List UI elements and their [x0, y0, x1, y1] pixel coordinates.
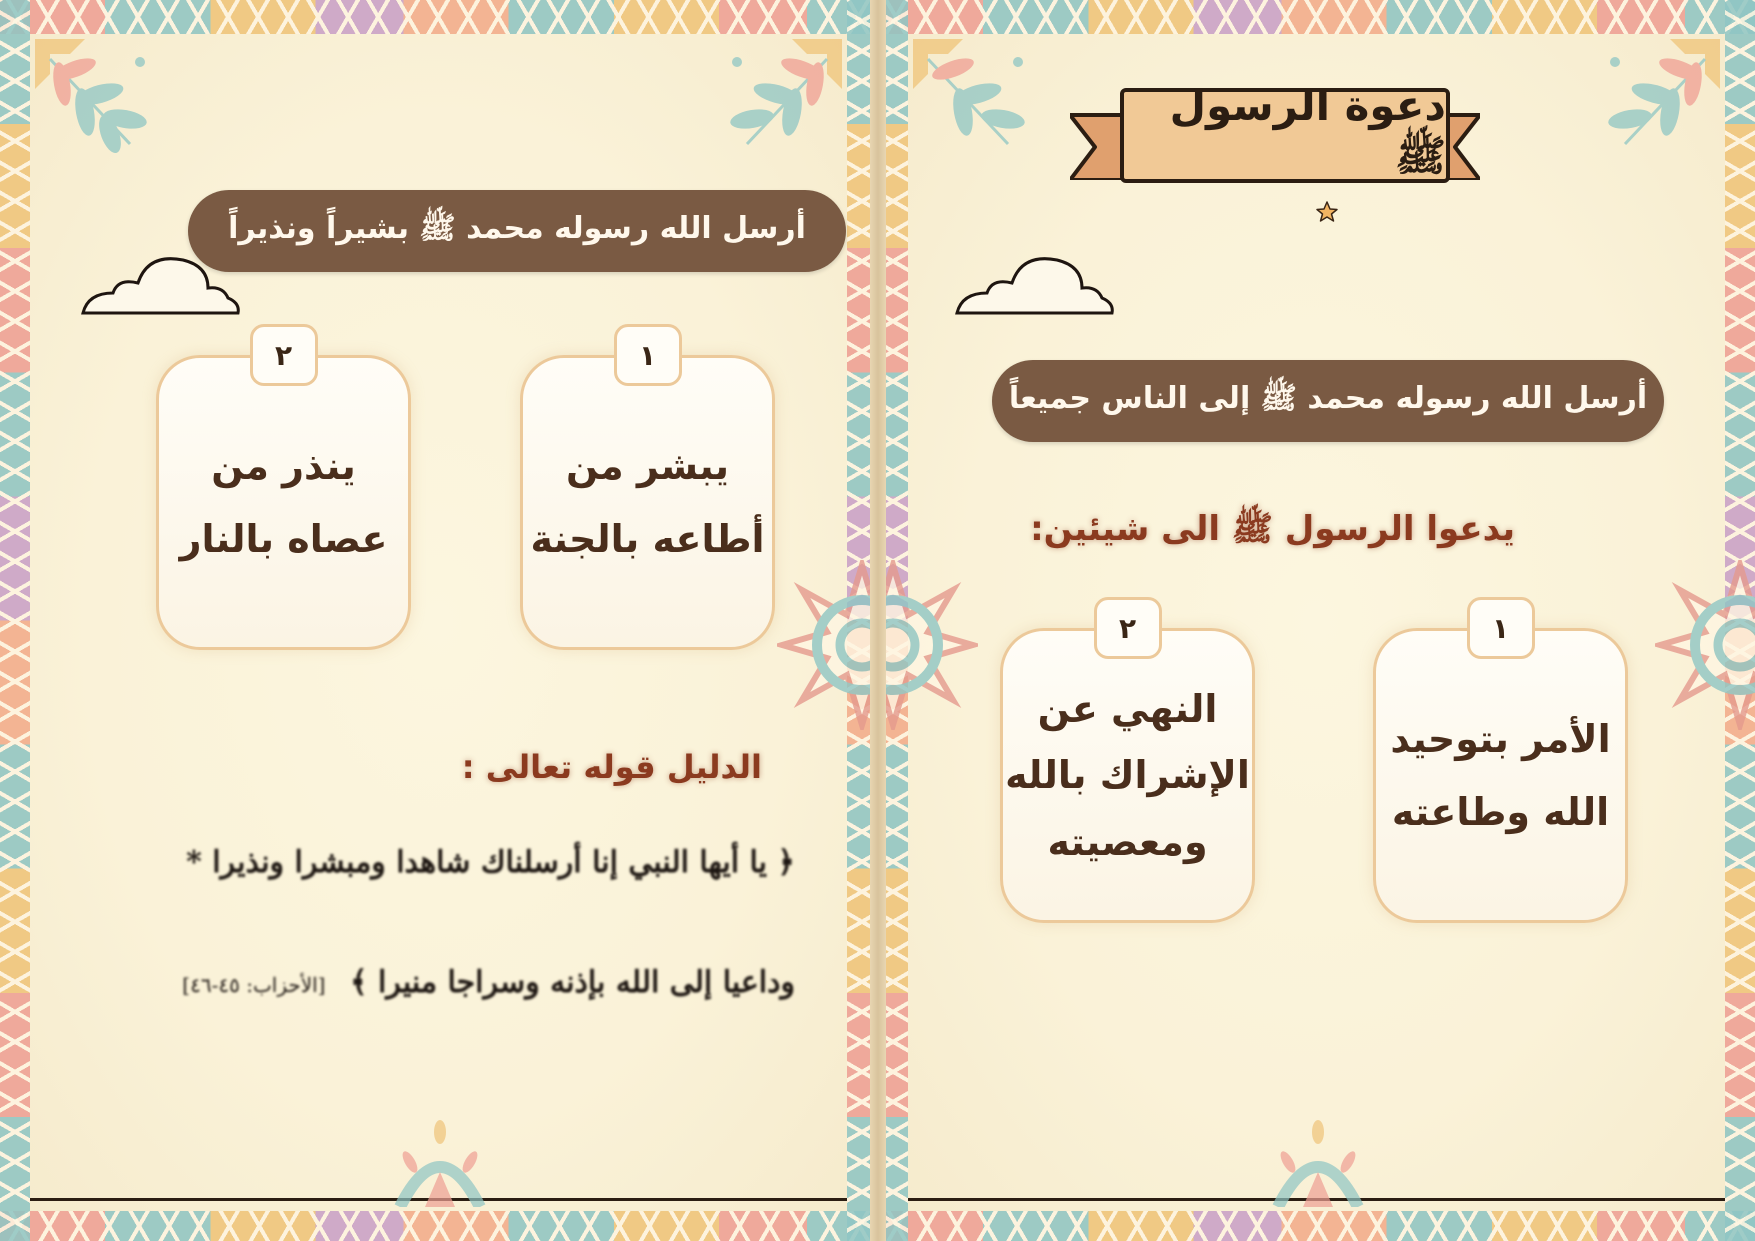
quran-verse-line-2 — [182, 965, 795, 1000]
left-page — [0, 0, 877, 1241]
patterned-border-bottom — [0, 1211, 877, 1241]
card-line: الإشراك بالله — [1005, 753, 1250, 798]
card-number-badge: ٢ — [250, 324, 318, 386]
cloud-icon — [78, 248, 243, 318]
sun-medallion-icon — [777, 560, 877, 730]
evidence-heading: الدليل قوله تعالى : — [461, 748, 762, 786]
cloud-icon — [952, 248, 1117, 318]
floral-motif-icon — [380, 1117, 500, 1207]
sent-to-all-people-banner — [992, 360, 1664, 442]
star-icon — [1315, 200, 1339, 224]
patterned-border-top — [878, 0, 1755, 34]
book-gutter — [870, 0, 886, 1241]
card-line: عصاه بالنار — [179, 516, 388, 561]
card-number-badge: ١ — [614, 324, 682, 386]
banner-text: أرسل الله رسوله محمد ﷺ إلى الناس جميعاً — [1008, 380, 1648, 416]
card-line: ومعصيته — [1047, 819, 1208, 864]
page-title: دعوة الرسول ﷺ — [1120, 88, 1450, 183]
verse-reference: [الأحزاب: ٤٥-٤٦] — [182, 973, 326, 997]
bearer-warner-banner — [188, 190, 846, 272]
leaf-branch-icon — [908, 34, 1028, 154]
card-gives-glad-tidings — [520, 338, 775, 650]
floral-motif-icon — [1258, 1117, 1378, 1207]
card-line: النهي عن — [1037, 686, 1218, 731]
card-command-tawhid — [1373, 611, 1628, 923]
card-number-badge: ٢ — [1094, 597, 1162, 659]
card-line: يبشر من — [565, 444, 730, 489]
title-ribbon — [1070, 80, 1480, 210]
card-line: أطاعه بالجنة — [530, 516, 765, 561]
card-line: ينذر من — [211, 444, 356, 489]
sun-medallion-icon — [1655, 560, 1755, 730]
verse-text: وداعيا إلى الله بإذنه وسراجا منيرا ﴾ — [349, 965, 795, 1000]
quran-verse-line-1: ﴿ يا أيها النبي إنا أرسلناك شاهدا ومبشرا ونذيرا * — [186, 845, 795, 880]
leaf-branch-icon — [1605, 34, 1725, 154]
card-number-badge: ١ — [1467, 597, 1535, 659]
sun-medallion-icon — [878, 560, 978, 730]
calls-to-two-things-heading: يدعوا الرسول ﷺ الى شيئين: — [1030, 509, 1515, 549]
patterned-border-left — [0, 0, 30, 1241]
banner-text: أرسل الله رسوله محمد ﷺ بشيراً ونذيراً — [228, 210, 806, 246]
card-line: الله وطاعته — [1391, 789, 1610, 834]
patterned-border-bottom — [878, 1211, 1755, 1241]
card-forbid-shirk — [1000, 611, 1255, 923]
leaf-branch-icon — [727, 34, 847, 154]
card-gives-warning — [156, 338, 411, 650]
card-line: الأمر بتوحيد — [1390, 717, 1611, 762]
leaf-branch-icon — [30, 34, 150, 154]
patterned-border-top — [0, 0, 877, 34]
